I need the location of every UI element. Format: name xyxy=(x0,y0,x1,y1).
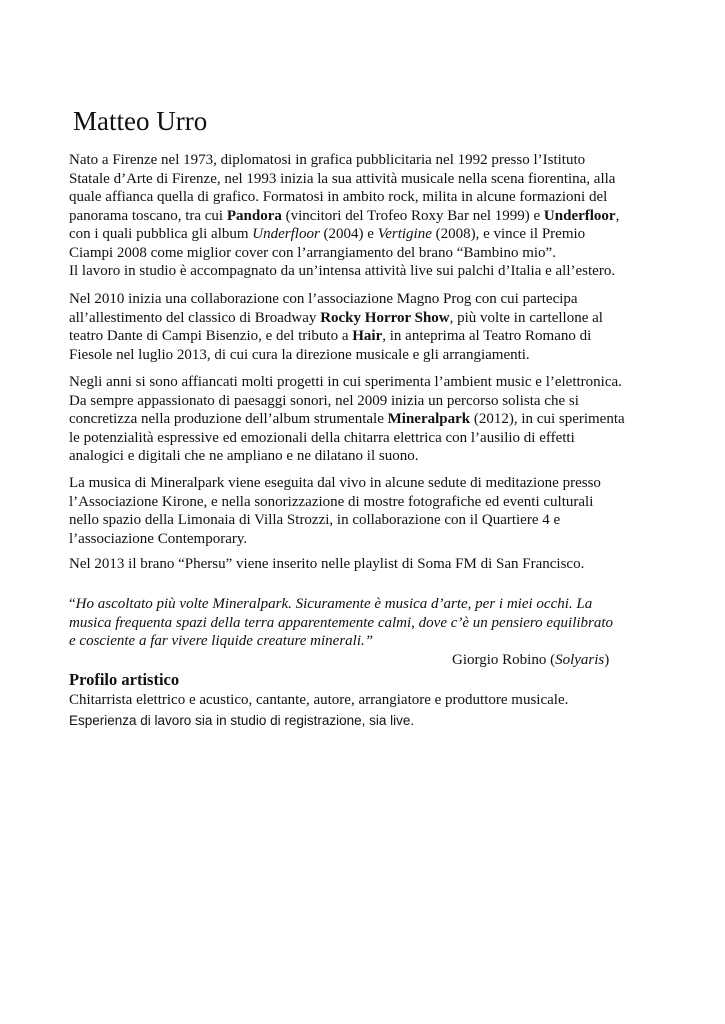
text-line xyxy=(69,309,603,328)
text-line xyxy=(69,595,613,614)
text-line xyxy=(69,614,613,633)
text-run: Da sempre appassionato di paesaggi sonori, nel 2009 inizia un percorso solista che si xyxy=(69,392,579,409)
bio-paragraph-5 xyxy=(69,555,584,574)
text-line xyxy=(69,555,584,574)
text-line xyxy=(69,244,619,263)
bio-paragraph-3 xyxy=(69,373,625,466)
bio-paragraph-2 xyxy=(69,290,603,364)
italic-text: Ho ascoltato più volte Mineralpark. Sicuramente è musica d’arte, per i miei occhi. La xyxy=(75,596,593,612)
bold-text: Pandora xyxy=(226,207,282,224)
text-line xyxy=(69,151,619,170)
text-line xyxy=(69,262,619,281)
text-run: Fiesole nel luglio 2013, di cui cura la direzione musicale e gli arrangiamenti. xyxy=(69,346,530,363)
text-run: , in anteprima al Teatro Romano di xyxy=(382,328,592,344)
text-run: concretizza nella produzione dell’album strumentale xyxy=(69,411,388,427)
testimonial-quote xyxy=(69,595,613,651)
bold-text: Underfloor xyxy=(543,207,616,224)
text-run: all’allestimento del classico di Broadway xyxy=(69,309,321,326)
text-line xyxy=(69,170,619,189)
text-run: “ xyxy=(69,596,76,612)
text-run: Negli anni si sono affiancati molti progetti in cui sperimenta l’ambient music e l’elettronica. xyxy=(69,374,622,390)
text-run: , xyxy=(615,207,620,224)
italic-text: Vertigine xyxy=(377,226,432,242)
text-run: l’associazione Contemporary. xyxy=(69,530,248,547)
text-run: (2008), e vince il Premio xyxy=(431,226,586,242)
text-run: Nel 2013 il brano “Phersu” viene inserito nelle playlist di Soma FM di San Francisco. xyxy=(69,556,585,572)
text-line xyxy=(69,290,603,309)
text-line xyxy=(69,207,619,226)
quote-attribution: Giorgio Robino (Solyaris) xyxy=(452,652,610,668)
text-run: quale affianca quella di grafico. Formatosi in ambito rock, milita in alcune formazioni del xyxy=(69,189,608,205)
text-line xyxy=(69,447,625,466)
italic-text: Underfloor xyxy=(252,226,320,242)
text-line xyxy=(69,225,619,244)
italic-text: e cosciente a far vivere liquide creature minerali.” xyxy=(69,633,374,649)
text-line xyxy=(69,373,625,392)
text-run: Nato a Firenze nel 1973, diplomatosi in grafica pubblicitaria nel 1992 presso l’Istituto xyxy=(69,152,586,168)
bold-text: Mineralpark xyxy=(387,411,471,427)
text-run: analogici e digitali che ne ampliano e ne dilatano il suono. xyxy=(69,448,419,464)
text-line xyxy=(69,346,603,365)
text-line xyxy=(69,474,601,493)
text-run: Ciampi 2008 come miglior cover con l’arrangiamento del brano “Bambino mio”. xyxy=(69,244,556,261)
text-line xyxy=(69,188,619,207)
text-line xyxy=(69,493,601,512)
page-title: Matteo Urro xyxy=(73,106,208,136)
text-run: panorama toscano, tra cui xyxy=(69,207,227,224)
text-run: con i quali pubblica gli album xyxy=(69,226,253,242)
italic-text: musica frequenta spazi della terra apparentemente calmi, dove c’è un pensiero equilibrato xyxy=(69,614,614,631)
bio-paragraph-4 xyxy=(69,474,601,548)
bold-text: Rocky Horror Show xyxy=(320,309,450,326)
text-line xyxy=(69,410,625,429)
text-run: (vincitori del Trofeo Roxy Bar nel 1999) e xyxy=(281,207,544,224)
text-line xyxy=(69,511,601,530)
text-line xyxy=(69,632,613,651)
text-run: (2012), in cui sperimenta xyxy=(470,411,625,427)
profile-description: Chitarrista elettrico e acustico, cantante, autore, arrangiatore e produttore musicale. xyxy=(69,692,569,708)
text-run: Statale d’Arte di Firenze, nel 1993 inizia la sua attività musicale nella scena fiorentina, alla xyxy=(69,170,616,187)
text-line xyxy=(69,530,601,549)
bio-paragraph-1 xyxy=(69,151,619,281)
text-run: , più volte in cartellone al xyxy=(449,309,603,326)
text-run: (2004) e xyxy=(319,226,378,242)
profile-heading: Profilo artistico xyxy=(69,670,180,689)
text-run: Il lavoro in studio è accompagnato da un’intensa attività live sui palchi d’Italia e all’estero. xyxy=(69,263,616,279)
text-run: La musica di Mineralpark viene eseguita dal vivo in alcune sedute di meditazione presso xyxy=(69,475,601,491)
bold-text: Hair xyxy=(352,328,383,344)
profile-experience: Esperienza di lavoro sia in studio di registrazione, sia live. xyxy=(69,713,415,728)
text-line xyxy=(69,392,625,411)
text-run: teatro Dante di Campi Bisenzio, e del tributo a xyxy=(69,328,353,344)
attribution-work: Solyaris xyxy=(555,652,605,668)
text-run: Nel 2010 inizia una collaborazione con l’associazione Magno Prog con cui partecipa xyxy=(69,291,578,307)
text-run: le potenzialità espressive ed emozionali della chitarra elettrica con l’ausilio di effetti xyxy=(69,429,575,446)
text-run: l’Associazione Kirone, e nella sonorizzazione di mostre fotografiche ed eventi culturali xyxy=(69,493,594,510)
text-line xyxy=(69,429,625,448)
text-run: nello spazio della Limonaia di Villa Strozzi, in collaborazione con il Quartiere 4 e xyxy=(69,512,561,528)
text-line xyxy=(69,327,603,346)
